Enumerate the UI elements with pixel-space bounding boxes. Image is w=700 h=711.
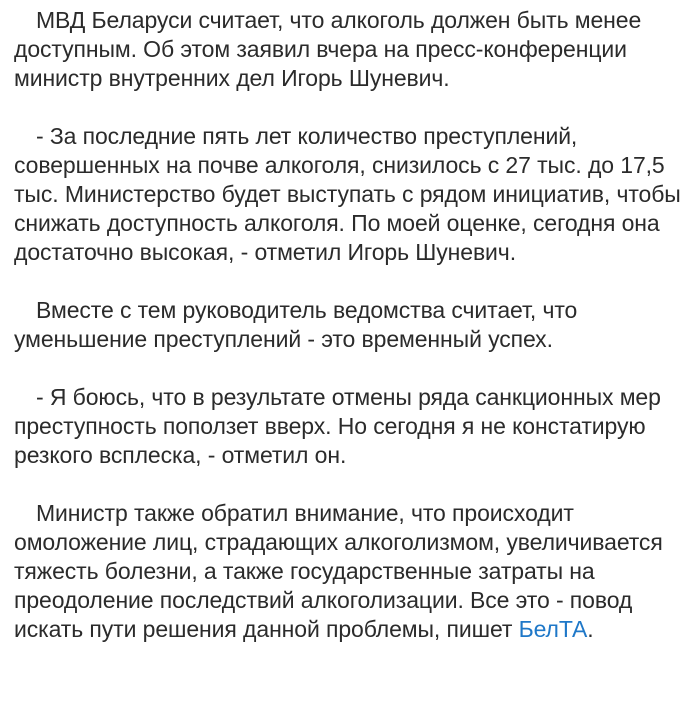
paragraph-intro: МВД Беларуси считает, что алкоголь должен быть менее доступным. Об этом заявил вчера на пресс-конференции министр внутренних дел Игорь Шуневич. <box>14 7 642 91</box>
paragraph-conclusion <box>14 499 688 644</box>
paragraph-quote-statistics: - За последние пять лет количество преступлений, совершенных на почве алкоголя, снизилось с 27 тыс. до 17,5 тыс. Министерство будет выступать с рядом инициатив, чтобы снижать доступность алкоголя. По моей оценке, сегодня она достаточно высокая, - отметил Игорь Шуневич. <box>14 123 681 265</box>
paragraph-conclusion-text: Министр также обратил внимание, что происходит омоложение лиц, страдающих алкоголизмом, увеличивается тяжесть болезни, а также государственные затраты на преодоление последствий алкоголизации. Все это - повод искать пути решения данной проблемы, пишет <box>14 500 663 642</box>
source-link-belta[interactable]: БелТА <box>518 616 588 642</box>
paragraph-quote-sanctions: - Я боюсь, что в результате отмены ряда санкционных мер преступность поползет вверх. Но сегодня я не констатирую резкого всплеска, - отметил он. <box>14 384 661 468</box>
paragraph-temporary-success: Вместе с тем руководитель ведомства считает, что уменьшение преступлений - это временный успех. <box>14 297 578 352</box>
paragraph-conclusion-period: . <box>587 616 594 642</box>
